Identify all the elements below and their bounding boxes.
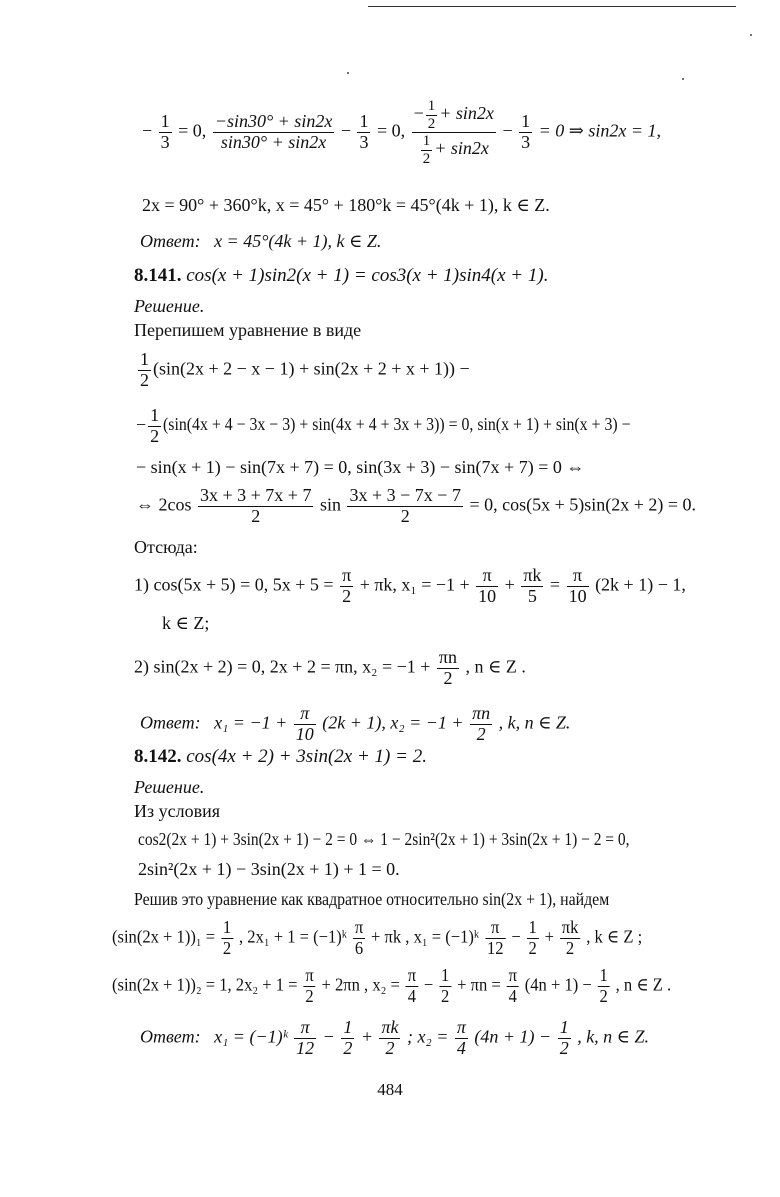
denominator: 12	[486, 937, 504, 958]
text: Решение.	[134, 296, 205, 316]
problem-8142	[134, 746, 427, 768]
text: + sin2x	[434, 138, 489, 159]
equation-line-21	[138, 858, 400, 880]
fraction	[421, 133, 433, 167]
fraction	[519, 112, 532, 153]
denominator: 2	[342, 585, 352, 606]
numerator	[412, 98, 496, 133]
text: +	[544, 926, 554, 947]
answer-label: Ответ:	[140, 712, 201, 733]
text-line	[134, 800, 220, 822]
fraction	[198, 486, 313, 527]
denominator: 3	[521, 132, 531, 152]
denominator: 6	[354, 937, 364, 958]
text: sin	[319, 494, 341, 515]
text: + πk, x₁ = −1 +	[359, 574, 470, 595]
numerator: π	[476, 566, 498, 587]
text: x₁ = −1 +	[214, 712, 288, 733]
denominator: 3	[160, 132, 170, 152]
text: Отсюда:	[134, 537, 198, 557]
answer-text: x = 45°(4k + 1), k ∈ Z.	[214, 231, 382, 251]
denominator: 3	[359, 132, 369, 152]
equation-line-8	[136, 406, 694, 447]
text: x₁ = (−1)ᵏ	[214, 1026, 288, 1047]
denominator: 2	[251, 505, 261, 526]
text: −	[136, 414, 147, 435]
text: , k, n ∈ Z.	[577, 1026, 650, 1047]
equation-line-10	[136, 486, 696, 527]
answer-line-2	[140, 704, 570, 745]
text: (sin(4x + 4 − 3x − 3) + sin(4x + 4 + 3x + 3)) = 0, sin(x + 1) + sin(x + 3) −	[163, 414, 631, 435]
denominator: 2	[476, 723, 486, 744]
text: , k ∈ Z ;	[586, 926, 643, 947]
fraction	[527, 918, 539, 959]
problem-equation: cos(4x + 2) + 3sin(2x + 1) = 2.	[186, 746, 427, 767]
fraction	[303, 966, 315, 1007]
equation-line-1	[142, 98, 661, 167]
numerator: 1	[160, 111, 170, 132]
problem-number: 8.142.	[134, 746, 182, 767]
text: Из условия	[134, 801, 220, 821]
solution-heading	[134, 295, 204, 317]
complex-fraction	[412, 98, 496, 167]
case-1-line	[134, 566, 686, 607]
text: −	[502, 120, 513, 141]
text: (sin(2x + 2 − x − 1) + sin(2x + 2 + x + 1)) −	[153, 358, 470, 379]
denominator: 10	[568, 585, 587, 606]
fraction	[148, 406, 161, 447]
text: + πn =	[457, 974, 501, 995]
text: (4n + 1) −	[474, 1026, 552, 1047]
numerator: 3x + 3 + 7x + 7	[200, 485, 312, 505]
numerator: 1	[528, 917, 537, 937]
numerator: 1	[343, 1017, 353, 1037]
numerator: 1	[427, 98, 436, 114]
denominator: 2	[441, 985, 450, 1006]
denominator: 2	[385, 1037, 395, 1058]
numerator: π	[294, 704, 316, 725]
text: +	[360, 1026, 373, 1047]
denominator: 10	[295, 723, 314, 744]
denominator: 2	[565, 937, 575, 958]
fraction	[598, 966, 610, 1007]
equation-line-20	[138, 828, 710, 850]
problem-number: 8.141.	[134, 265, 182, 286]
numerator: 1	[359, 111, 369, 132]
text: , k, n ∈ Z.	[498, 712, 571, 733]
denominator: 2	[599, 985, 608, 1006]
text: (sin(2x + 1))₂ = 1, 2x₂ + 1 =	[112, 974, 298, 995]
denominator: 2	[427, 115, 436, 132]
text: = 0,	[376, 120, 406, 141]
denominator: 2	[528, 937, 537, 958]
numerator: π	[354, 917, 364, 937]
text: −	[423, 974, 434, 995]
text: (2k + 1) − 1,	[595, 574, 686, 595]
fraction	[340, 566, 353, 607]
text: , n ∈ Z .	[615, 974, 672, 995]
equation-line-9	[136, 456, 584, 478]
numerator: πk	[523, 565, 542, 585]
fraction	[213, 112, 335, 153]
denominator: 2	[305, 985, 314, 1006]
fraction	[485, 918, 505, 959]
answer-line-3	[140, 1018, 649, 1059]
denominator: 2	[343, 1037, 353, 1058]
text: 2x = 90° + 360°k, x = 45° + 180°k = 45°(4k + 1), k ∈ Z.	[142, 195, 550, 215]
numerator: π	[456, 1017, 466, 1037]
text: 2sin²(2x + 1) − 3sin(2x + 1) + 1 = 0.	[138, 859, 400, 879]
solution-heading	[134, 776, 204, 798]
text: , n ∈ Z .	[465, 656, 526, 677]
text-line	[134, 536, 198, 558]
fraction	[507, 966, 519, 1007]
denominator: 2	[222, 937, 232, 958]
numerator: πn	[438, 647, 458, 667]
scan-speck	[750, 34, 752, 36]
fraction	[567, 566, 589, 607]
numerator: π	[407, 965, 417, 985]
numerator: π	[342, 565, 352, 585]
fraction	[294, 704, 316, 745]
text: =	[549, 574, 561, 595]
text: −	[142, 120, 153, 141]
denominator	[412, 133, 496, 167]
text: Перепишем уравнение в виде	[134, 320, 362, 340]
text: + sin2x	[439, 103, 494, 124]
text: −	[340, 120, 351, 141]
fraction	[558, 1018, 571, 1059]
numerator: 1	[140, 349, 149, 369]
fraction	[159, 112, 172, 153]
denominator: 2	[443, 667, 453, 688]
equation-line-2	[142, 194, 550, 216]
text: Решив это уравнение как квадратное относительно sin(2x + 1), найдем	[134, 889, 610, 909]
numerator: 1	[559, 1017, 569, 1037]
numerator: 1	[150, 405, 160, 425]
numerator: 1	[222, 917, 232, 937]
text: = 0, cos(5x + 5)sin(2x + 2) = 0.	[469, 494, 697, 515]
answer-label: Ответ:	[140, 1026, 201, 1047]
text: = 0 ⇒ sin2x = 1,	[538, 120, 661, 141]
numerator: π	[567, 566, 589, 587]
scan-speck	[347, 72, 349, 74]
numerator: π	[508, 965, 517, 985]
fraction	[406, 966, 418, 1007]
numerator: πk	[381, 1017, 399, 1037]
header-rule	[368, 6, 736, 7]
numerator: πn	[472, 703, 491, 723]
text: (sin(2x + 1))₁ =	[112, 926, 216, 947]
denominator: 12	[296, 1037, 315, 1058]
text: = 0,	[178, 120, 207, 141]
text: k ∈ Z;	[162, 613, 210, 633]
fraction	[437, 648, 459, 689]
fraction	[341, 1018, 354, 1059]
text: 2) sin(2x + 2) = 0, 2x + 2 = πn, x₂ = −1 +	[134, 656, 431, 677]
equation-line-7	[136, 350, 470, 391]
denominator: 2	[150, 425, 160, 446]
fraction	[379, 1018, 400, 1059]
fraction	[426, 98, 438, 132]
numerator: 1	[599, 965, 608, 985]
numerator: 1	[422, 133, 431, 149]
case-1-k	[162, 612, 209, 634]
fraction	[347, 486, 462, 527]
denominator: 2	[400, 505, 410, 526]
text: +	[504, 574, 515, 595]
fraction	[521, 566, 543, 607]
text: Решение.	[134, 777, 205, 797]
fraction	[455, 1018, 468, 1059]
fraction	[294, 1018, 316, 1059]
text: −	[322, 1026, 335, 1047]
fraction	[476, 566, 498, 607]
numerator: π	[294, 1018, 316, 1039]
fraction	[470, 704, 492, 745]
equation-line-23	[112, 918, 688, 959]
text: + 2πn , x₂ =	[321, 974, 400, 995]
denominator: 10	[478, 585, 497, 606]
fraction	[357, 112, 370, 153]
text: (2k + 1), x₂ = −1 +	[322, 712, 464, 733]
fraction	[560, 918, 580, 959]
denominator: 4	[456, 1037, 466, 1058]
fraction	[138, 350, 151, 391]
text: −	[413, 103, 424, 124]
denominator: 5	[527, 585, 537, 606]
case-2-line	[134, 648, 526, 689]
problem-equation: cos(x + 1)sin2(x + 1) = cos3(x + 1)sin4(x + 1).	[186, 265, 549, 286]
fraction	[353, 918, 365, 959]
numerator: π	[485, 918, 505, 939]
denominator: 4	[407, 985, 417, 1006]
fraction	[439, 966, 451, 1007]
denominator: 2	[559, 1037, 569, 1058]
numerator: 3x + 3 − 7x − 7	[349, 485, 461, 505]
numerator: π	[305, 965, 314, 985]
text: ; x₂ =	[406, 1026, 449, 1047]
text-line	[134, 888, 674, 910]
page-number: 484	[377, 1080, 403, 1099]
text: + πk , x₁ = (−1)ᵏ	[371, 926, 480, 947]
problem-8141	[134, 265, 548, 287]
text-line	[134, 319, 361, 341]
scan-speck	[682, 78, 684, 80]
text: ⇔ 2cos	[136, 494, 192, 515]
equation-line-24	[112, 966, 720, 1007]
text: , 2x₁ + 1 = (−1)ᵏ	[239, 926, 348, 947]
text: − sin(x + 1) − sin(7x + 7) = 0, sin(3x + 3) − sin(7x + 7) = 0 ⇔	[136, 457, 585, 477]
denominator: 2	[422, 150, 431, 167]
fraction	[221, 918, 233, 959]
numerator: 1	[521, 111, 531, 132]
answer-label: Ответ:	[140, 231, 201, 251]
answer-line-1	[140, 230, 381, 252]
denominator: 2	[140, 369, 149, 390]
text: (4n + 1) −	[524, 974, 592, 995]
text: 1) cos(5x + 5) = 0, 5x + 5 =	[134, 574, 334, 595]
numerator: 1	[441, 965, 450, 985]
numerator: πk	[561, 917, 579, 937]
denominator: sin30° + sin2x	[220, 132, 327, 152]
text: cos2(2x + 1) + 3sin(2x + 1) − 2 = 0 ⇔ 1 − 2sin²(2x + 1) + 3sin(2x + 1) − 2 = 0,	[138, 829, 630, 849]
denominator: 4	[508, 985, 517, 1006]
numerator: −sin30° + sin2x	[214, 111, 333, 132]
text: −	[511, 926, 521, 947]
